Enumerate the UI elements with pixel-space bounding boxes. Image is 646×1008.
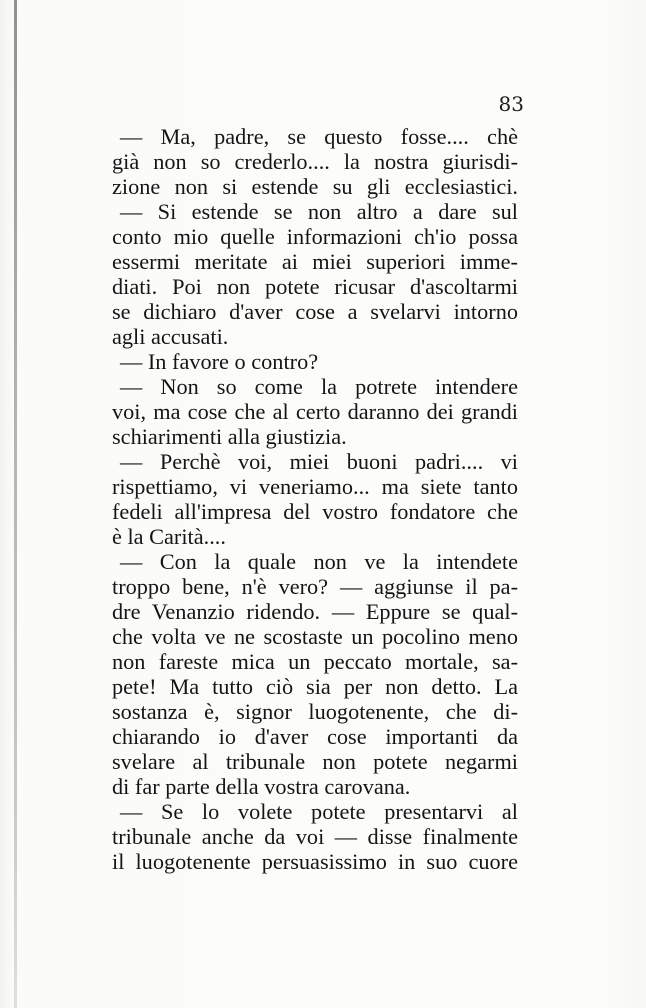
page-binding-edge [14,0,17,1008]
text-line: — Se lo volete potete presentarvi al [120,799,518,824]
text-line: — Perchè voi, miei buoni padri.... vi [120,449,518,474]
text-line: che volta ve ne scostaste un pocolino meno [112,624,518,649]
text-line: schiarimenti alla giustizia. [112,424,347,449]
text-line: pete! Ma tutto ciò sia per non detto. La [112,674,518,699]
text-line: — In favore o contro? [120,349,319,374]
text-line: il luogotenente persuasissimo in suo cuore [112,849,518,874]
text-line: chiarando io d'aver cose importanti da [112,724,518,749]
text-line: svelare al tribunale non potete negarmi [112,749,518,774]
text-line: già non so crederlo.... la nostra giurisdi- [112,149,518,174]
text-line: agli accusati. [112,324,229,349]
text-line: essermi meritate ai miei superiori imme- [112,249,518,274]
text-line: rispettiamo, vi veneriamo... ma siete tanto [112,474,518,499]
text-line: — Ma, padre, se questo fosse.... chè [120,124,518,149]
text-line: di far parte della vostra carovana. [112,774,411,799]
text-line: diati. Poi non potete ricusar d'ascoltarmi [112,274,518,299]
text-line: non fareste mica un peccato mortale, sa- [112,649,518,674]
page-number: 83 [498,92,524,116]
text-line: — Con la quale non ve la intendete [120,549,518,574]
text-line: voi, ma cose che al certo daranno dei grandi [112,399,518,424]
text-line: se dichiaro d'aver cose a svelarvi intorno [112,299,518,324]
text-line: è la Carità.... [112,524,226,549]
text-line: conto mio quelle informazioni ch'io possa [112,224,518,249]
text-line: sostanza è, signor luogotenente, che di- [112,699,518,724]
text-line: dre Venanzio ridendo. — Eppure se qual- [112,599,518,624]
text-line: troppo bene, n'è vero? — aggiunse il pa- [112,574,518,599]
text-line: tribunale anche da voi — disse finalmente [112,824,518,849]
text-line: zione non si estende su gli ecclesiastici. [112,174,518,199]
text-line: fedeli all'impresa del vostro fondatore che [112,499,518,524]
page-text-body [112,124,518,874]
text-line: — Si estende se non altro a dare sul [120,199,518,224]
text-line: — Non so come la potrete intendere [120,374,518,399]
